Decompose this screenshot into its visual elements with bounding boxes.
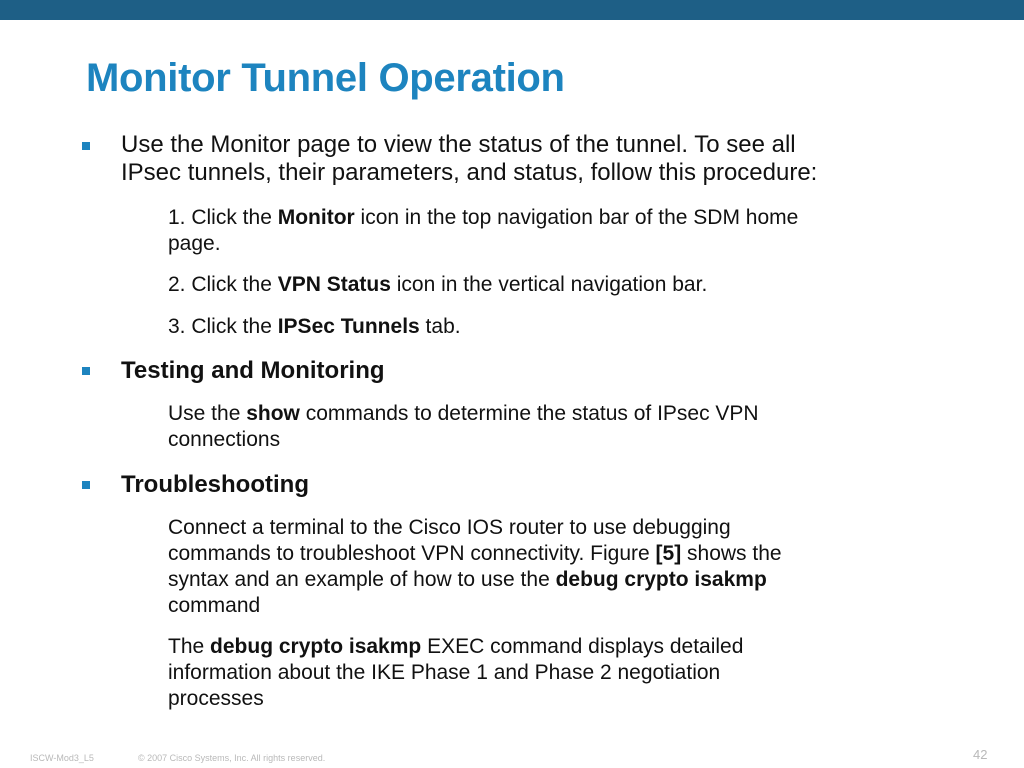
trouble2-line1: The debug crypto isakmp EXEC command displays detailed [168, 635, 744, 658]
page-number: 42 [973, 747, 988, 762]
bullet-square-icon [82, 481, 90, 489]
testing-line1: Use the show commands to determine the status of IPsec VPN [168, 402, 759, 425]
footer-copyright: © 2007 Cisco Systems, Inc. All rights reserved. [138, 753, 326, 763]
trouble2-line3: processes [168, 687, 264, 710]
step2: 2. Click the VPN Status icon in the vertical navigation bar. [168, 273, 708, 296]
footer-module-id: ISCW-Mod3_L5 [30, 753, 94, 763]
bullet1-line1: Use the Monitor page to view the status of the tunnel. To see all [121, 131, 796, 158]
bullet-square-icon [82, 142, 90, 150]
trouble1-line1: Connect a terminal to the Cisco IOS router to use debugging [168, 516, 731, 539]
trouble1-line3: syntax and an example of how to use the debug crypto isakmp [168, 568, 767, 591]
trouble1-line4: command [168, 594, 261, 617]
step1-line1: 1. Click the Monitor icon in the top navigation bar of the SDM home [168, 206, 799, 229]
bullet-square-icon [82, 367, 90, 375]
bullet2-heading: Testing and Monitoring [121, 357, 385, 384]
testing-line2: connections [168, 428, 281, 451]
bullet1-line2: IPsec tunnels, their parameters, and status, follow this procedure: [121, 159, 818, 186]
trouble2-line2: information about the IKE Phase 1 and Phase 2 negotiation [168, 661, 721, 684]
slide-title: Monitor Tunnel Operation [86, 56, 565, 100]
step1-line2: page. [168, 232, 221, 255]
top-banner-bar [0, 0, 1024, 20]
trouble1-line2: commands to troubleshoot VPN connectivity. Figure [5] shows the [168, 542, 782, 565]
bullet3-heading: Troubleshooting [121, 471, 309, 498]
step3: 3. Click the IPSec Tunnels tab. [168, 315, 461, 338]
